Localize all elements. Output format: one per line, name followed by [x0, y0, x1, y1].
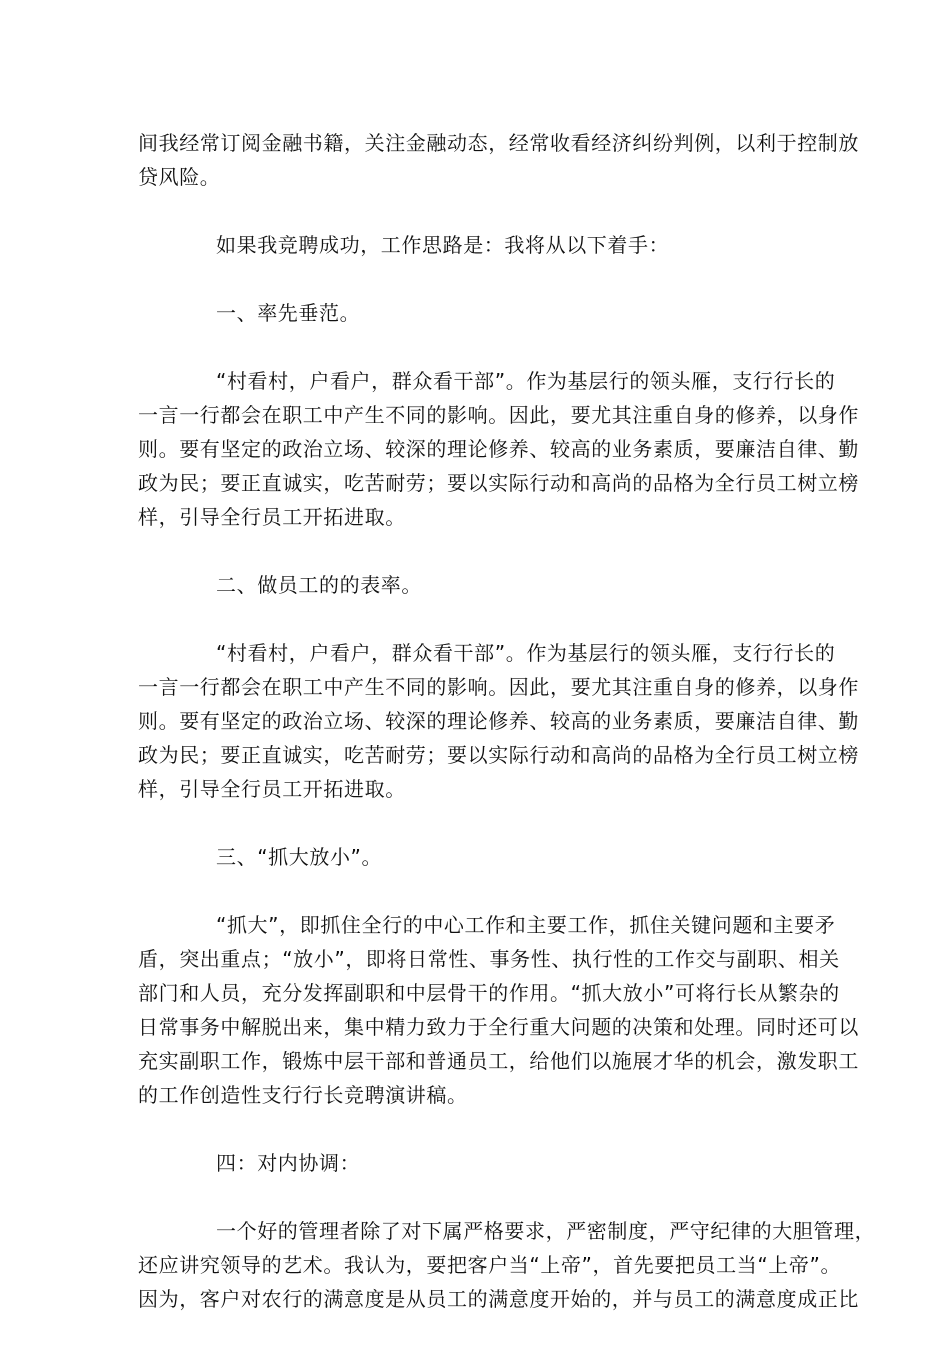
text-line: “村看村，户看户，群众看干部”。作为基层行的领头雁，支行行长的: [216, 641, 836, 665]
text-line: 一言一行都会在职工中产生不同的影响。因此，要尤其注重自身的修养，以身作: [138, 675, 859, 699]
text-line: 则。要有坚定的政治立场、较深的理论修养、较高的业务素质，要廉洁自律、勤: [138, 437, 859, 461]
text-line: 日常事务中解脱出来，集中精力致力于全行重大问题的决策和处理。同时还可以: [138, 1015, 859, 1039]
text-line: 一个好的管理者除了对下属严格要求，严密制度，严守纪律的大胆管理，: [216, 1219, 876, 1243]
text-line: 贷风险。: [138, 165, 221, 189]
section-heading-3: [138, 840, 813, 874]
text-line: “村看村，户看户，群众看干部”。作为基层行的领头雁，支行行长的: [216, 369, 836, 393]
text-line: 还应讲究领导的艺术。我认为，要把客户当“上帝”，首先要把员工当“上帝”。: [138, 1253, 842, 1277]
section-heading-1: [138, 296, 813, 330]
text-line: 四：对内协调：: [216, 1151, 361, 1175]
text-line: 的工作创造性支行行长竞聘演讲稿。: [138, 1083, 468, 1107]
text-line: 三、“抓大放小”。: [216, 845, 383, 869]
text-line: 政为民；要正直诚实，吃苦耐劳；要以实际行动和高尚的品格为全行员工树立榜: [138, 471, 859, 495]
text-line: “抓大”，即抓住全行的中心工作和主要工作，抓住关键问题和主要矛: [216, 913, 836, 937]
text-line: 样，引导全行员工开拓进取。: [138, 777, 406, 801]
text-line: 一、率先垂范。: [216, 301, 361, 325]
paragraph-section-2-body: [138, 636, 859, 806]
text-line: 样，引导全行员工开拓进取。: [138, 505, 406, 529]
text-line: 则。要有坚定的政治立场、较深的理论修养、较高的业务素质，要廉洁自律、勤: [138, 709, 859, 733]
text-line: 如果我竞聘成功，工作思路是：我将从以下着手：: [216, 233, 670, 257]
text-line: 一言一行都会在职工中产生不同的影响。因此，要尤其注重自身的修养，以身作: [138, 403, 859, 427]
paragraph-continued-reading: [138, 126, 859, 194]
paragraph-section-4-body: [138, 1214, 876, 1316]
text-line: 政为民；要正直诚实，吃苦耐劳；要以实际行动和高尚的品格为全行员工树立榜: [138, 743, 859, 767]
text-line: 充实副职工作，锻炼中层干部和普通员工，给他们以施展才华的机会，激发职工: [138, 1049, 859, 1073]
text-line: 间我经常订阅金融书籍，关注金融动态，经常收看经济纠纷判例，以利于控制放: [138, 131, 859, 155]
paragraph-work-plan-intro: [138, 228, 813, 262]
text-line: 部门和人员，充分发挥副职和中层骨干的作用。“抓大放小”可将行长从繁杂的: [138, 981, 840, 1005]
text-line: 盾，突出重点；“放小”，即将日常性、事务性、执行性的工作交与副职、相关: [138, 947, 840, 971]
text-line: 因为，客户对农行的满意度是从员工的满意度开始的，并与员工的满意度成正比: [138, 1287, 859, 1311]
section-heading-2: [138, 568, 813, 602]
section-heading-4: [138, 1146, 813, 1180]
document-page: [138, 126, 876, 1350]
paragraph-section-3-body: [138, 908, 859, 1112]
paragraph-section-1-body: [138, 364, 859, 534]
text-line: 二、做员工的的表率。: [216, 573, 422, 597]
